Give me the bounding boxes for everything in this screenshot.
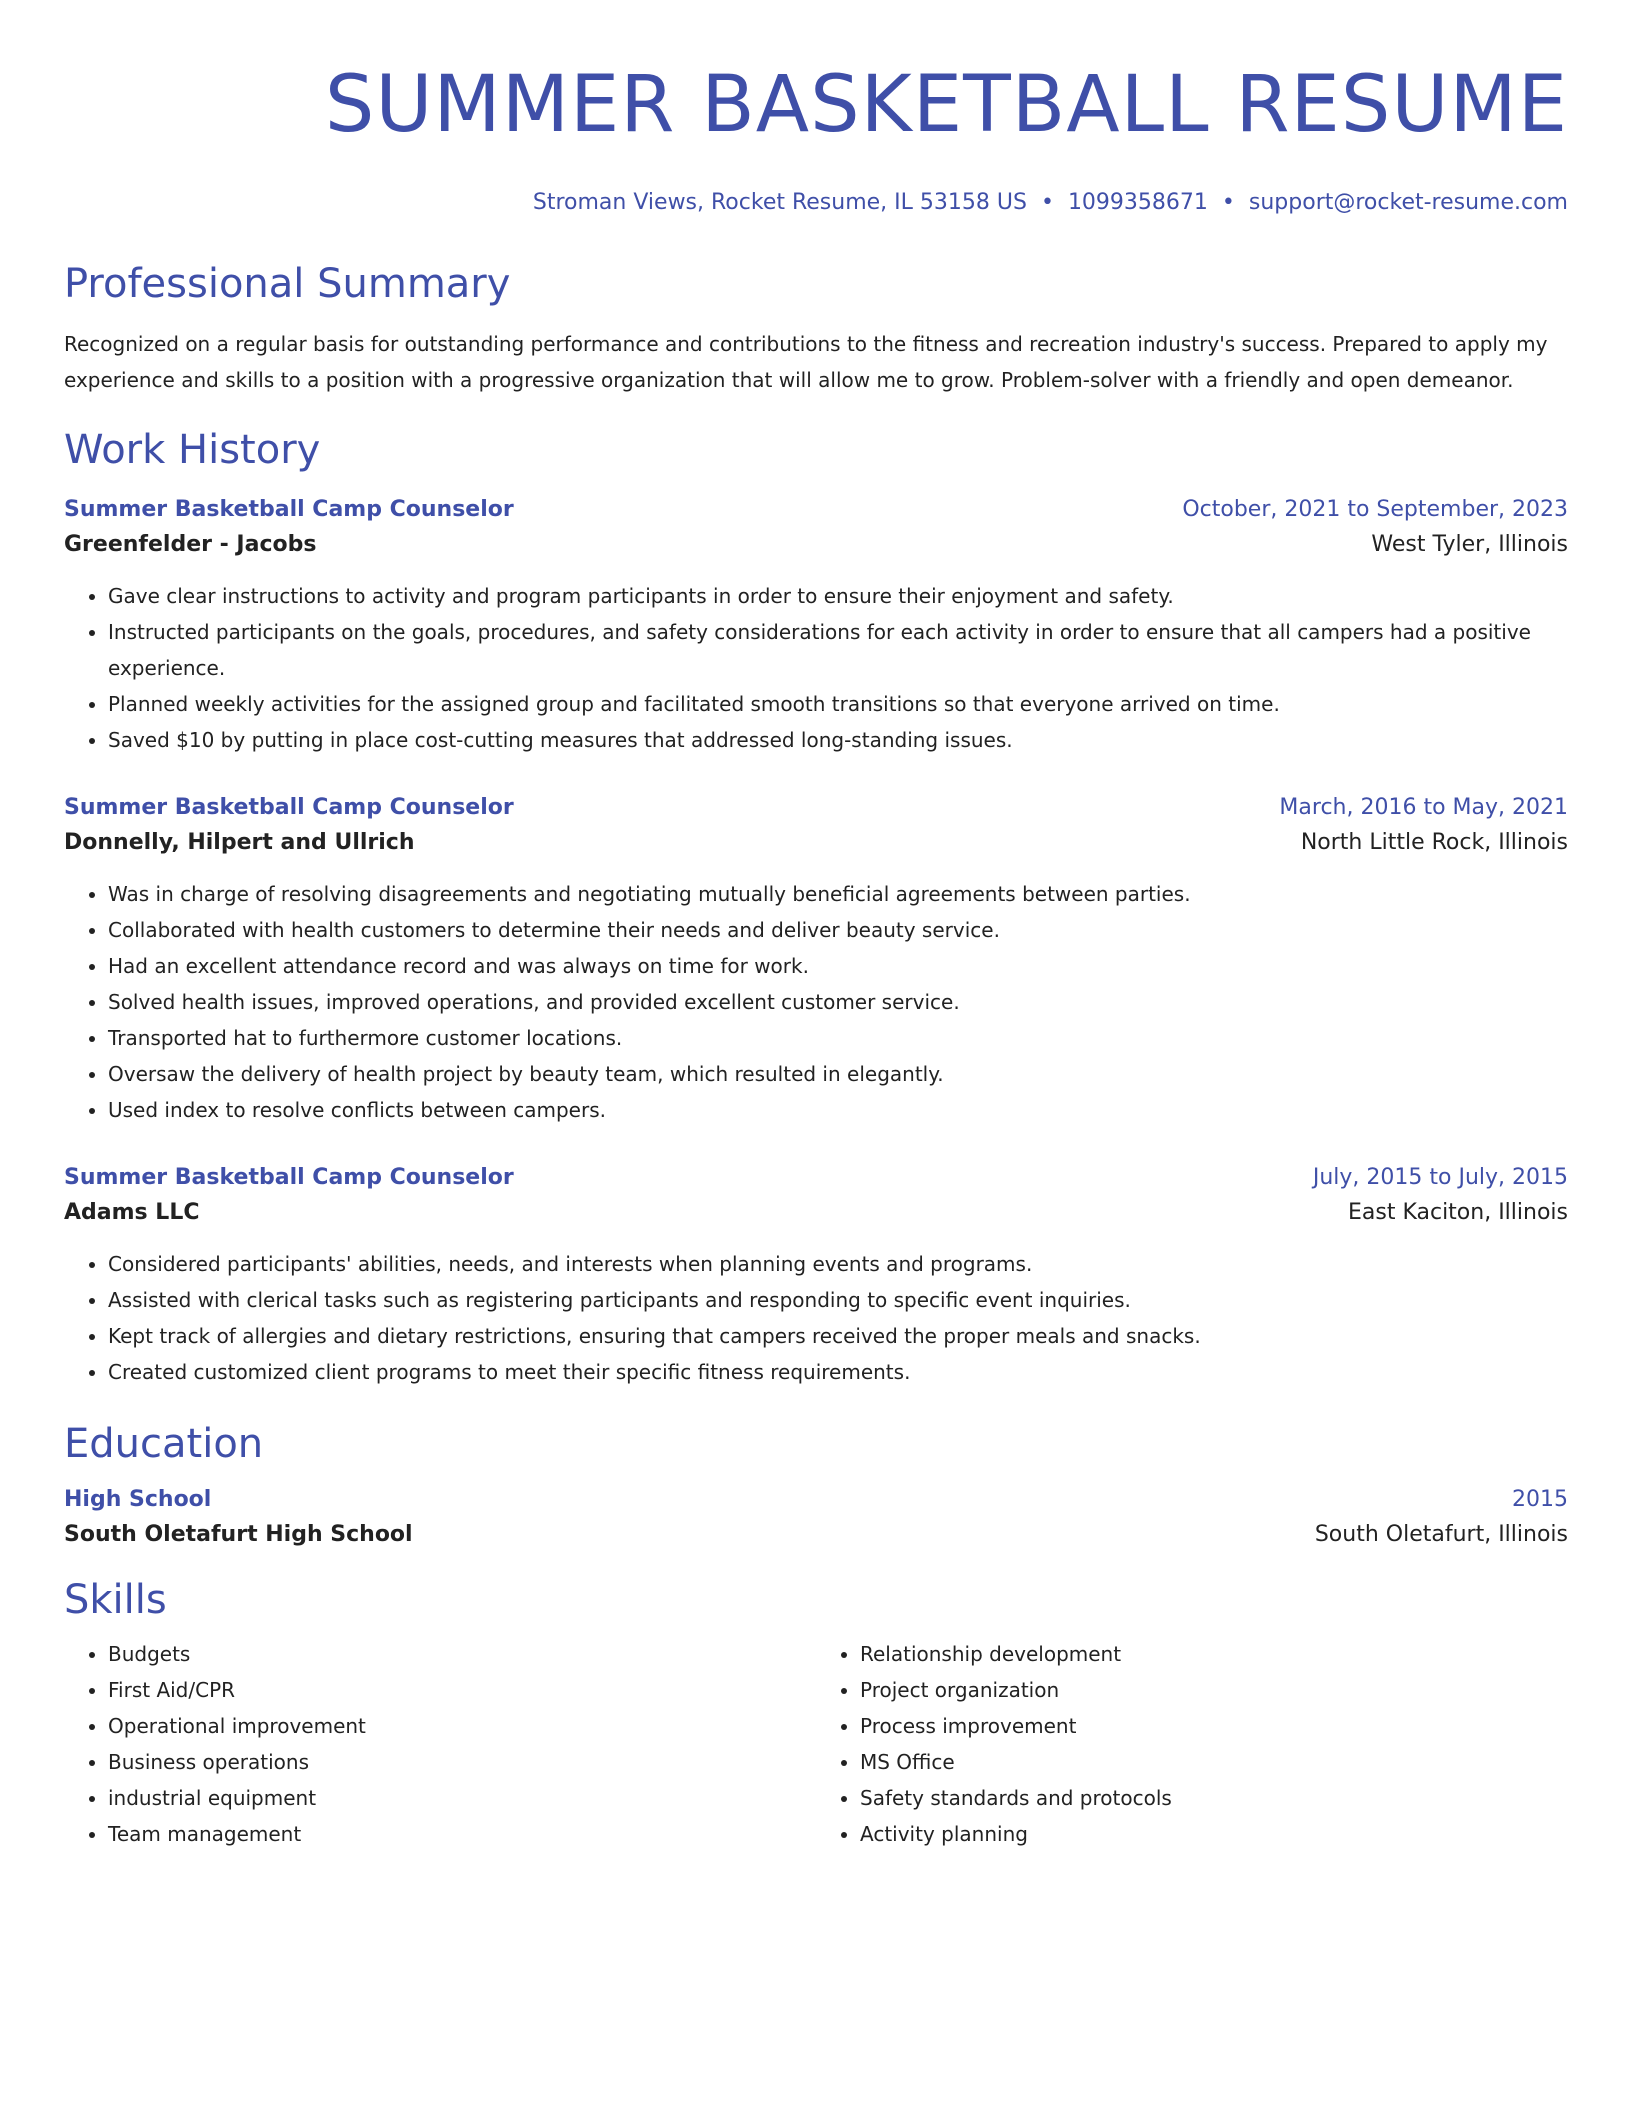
skill-item: • Process improvement: [860, 1708, 1568, 1744]
job-location: North Little Rock, Illinois: [1300, 830, 1568, 855]
education-location: South Oletafurt, Illinois: [1314, 1522, 1568, 1547]
job-bullet: • Assisted with clerical tasks such as registering participants and responding to specific event inquiries.: [108, 1282, 1568, 1318]
job-company: Donnelly, Hilpert and Ullrich: [64, 830, 415, 855]
job-bullet: • Collaborated with health customers to determine their needs and deliver beauty service.: [108, 912, 1568, 948]
skills-list-left: [64, 1636, 816, 1852]
job-header-row: [64, 494, 1568, 526]
job-header-row: [64, 792, 1568, 824]
job-position: Summer Basketball Camp Counselor: [64, 795, 514, 820]
job-bullet: • Kept track of allergies and dietary restrictions, ensuring that campers received the proper meals and snacks.: [108, 1318, 1568, 1354]
contact-line: [64, 188, 1568, 218]
job-entry: [64, 494, 1568, 758]
job-company-row: [64, 526, 1568, 564]
job-bullet: • Transported hat to furthermore customer locations.: [108, 1020, 1568, 1056]
job-company-row: [64, 1194, 1568, 1232]
skills-columns: [64, 1636, 1568, 1852]
job-entry: [64, 792, 1568, 1128]
job-company-row: [64, 824, 1568, 862]
job-bullet: • Instructed participants on the goals, procedures, and safety considerations for each activity in order to ensure that all campers had a positive experience.: [108, 614, 1568, 686]
skill-item: • Business operations: [108, 1744, 816, 1780]
job-bullet: • Gave clear instructions to activity and program participants in order to ensure their enjoyment and safety.: [108, 578, 1568, 614]
job-bullet: • Considered participants' abilities, needs, and interests when planning events and programs.: [108, 1246, 1568, 1282]
contact-email: support@rocket-resume.com: [1248, 190, 1568, 215]
job-bullets: [64, 578, 1568, 758]
education-degree: High School: [64, 1487, 212, 1512]
contact-address: Stroman Views, Rocket Resume, IL 53158 US: [532, 190, 1027, 215]
job-header-row: [64, 1162, 1568, 1194]
skill-item: • Project organization: [860, 1672, 1568, 1708]
contact-phone: 1099358671: [1067, 190, 1208, 215]
contact-separator: •: [1221, 190, 1235, 215]
skill-item: • MS Office: [860, 1744, 1568, 1780]
job-company: Greenfelder - Jacobs: [64, 532, 317, 557]
skill-item: • Relationship development: [860, 1636, 1568, 1672]
education-heading: Education: [64, 1421, 264, 1467]
work-history-heading: Work History: [64, 427, 321, 473]
education-school-row: [64, 1516, 1568, 1554]
job-bullet: • Created customized client programs to meet their specific fitness requirements.: [108, 1354, 1568, 1390]
education-entry: [64, 1484, 1568, 1554]
job-dates: March, 2016 to May, 2021: [1279, 795, 1568, 820]
job-bullet: • Solved health issues, improved operations, and provided excellent customer service.: [108, 984, 1568, 1020]
job-dates: October, 2021 to September, 2023: [1182, 497, 1568, 522]
job-position: Summer Basketball Camp Counselor: [64, 1165, 514, 1190]
job-bullet: • Was in charge of resolving disagreements and negotiating mutually beneficial agreements between parties.: [108, 876, 1568, 912]
job-bullet: • Oversaw the delivery of health project by beauty team, which resulted in elegantly.: [108, 1056, 1568, 1092]
skill-item: • Team management: [108, 1816, 816, 1852]
education-year: 2015: [1512, 1487, 1568, 1512]
resume-header: [64, 60, 1568, 218]
skills-heading: Skills: [64, 1577, 167, 1623]
job-bullets: [64, 1246, 1568, 1390]
job-bullet: • Had an excellent attendance record and was always on time for work.: [108, 948, 1568, 984]
job-company: Adams LLC: [64, 1200, 200, 1225]
summary-text: Recognized on a regular basis for outstanding performance and contributions to the fitness and recreation industry's success. Prepared to apply my experience and skills to a position with a progressive organization that will allow me to grow. Problem-solver with a friendly and open demeanor.: [64, 332, 1548, 392]
skill-item: • Budgets: [108, 1636, 816, 1672]
skill-item: • Safety standards and protocols: [860, 1780, 1568, 1816]
job-bullet: • Saved $10 by putting in place cost-cutting measures that addressed long-standing issues.: [108, 722, 1568, 758]
education-school: South Oletafurt High School: [64, 1522, 413, 1547]
job-bullet: • Planned weekly activities for the assigned group and facilitated smooth transitions so that everyone arrived on time.: [108, 686, 1568, 722]
job-location: East Kaciton, Illinois: [1347, 1200, 1568, 1225]
skills-list-right: [816, 1636, 1568, 1852]
job-position: Summer Basketball Camp Counselor: [64, 497, 514, 522]
skill-item: • First Aid/CPR: [108, 1672, 816, 1708]
job-bullet: • Used index to resolve conflicts between campers.: [108, 1092, 1568, 1128]
job-entry: [64, 1162, 1568, 1390]
job-location: West Tyler, Illinois: [1371, 532, 1568, 557]
contact-separator: •: [1040, 190, 1054, 215]
summary-heading: Professional Summary: [64, 261, 511, 307]
job-dates: July, 2015 to July, 2015: [1312, 1165, 1568, 1190]
skill-item: • Activity planning: [860, 1816, 1568, 1852]
resume-title: SUMMER BASKETBALL RESUME: [324, 60, 1568, 150]
job-bullets: [64, 876, 1568, 1128]
skill-item: • Operational improvement: [108, 1708, 816, 1744]
skill-item: • industrial equipment: [108, 1780, 816, 1816]
education-header-row: [64, 1484, 1568, 1516]
